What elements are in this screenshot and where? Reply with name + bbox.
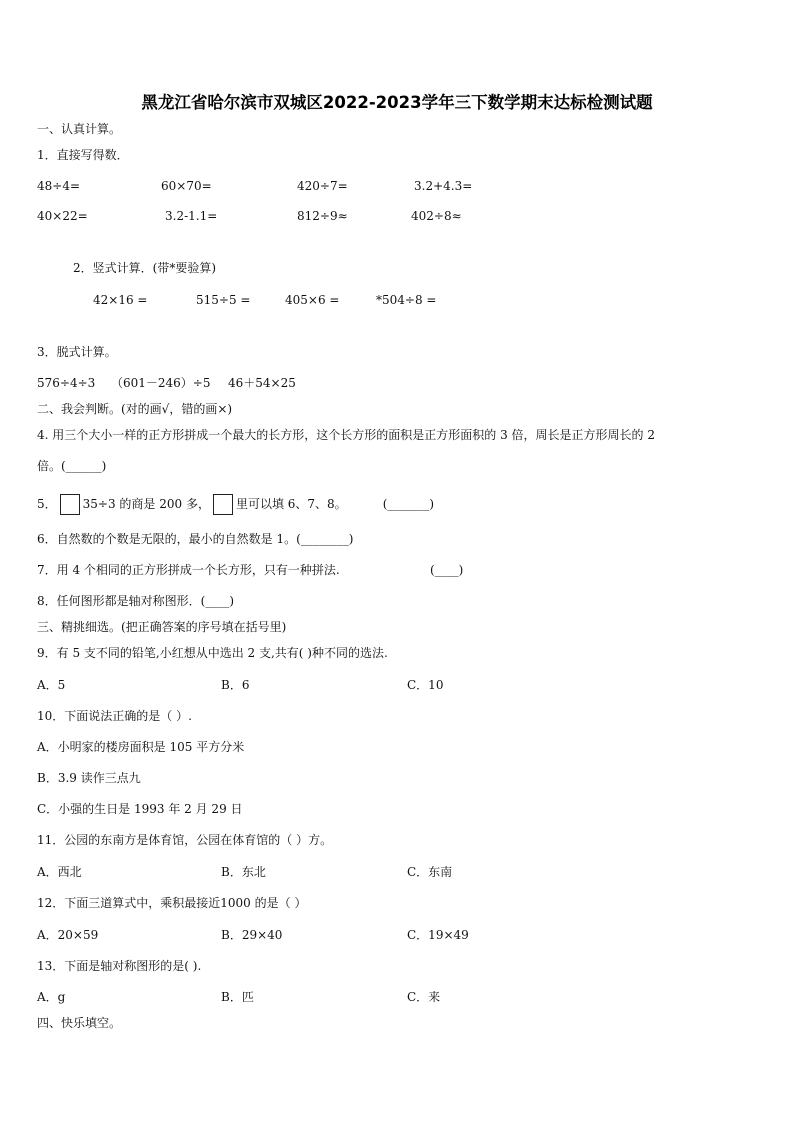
answer-box[interactable] (213, 494, 233, 515)
q3-item: 46＋54×25 (228, 376, 296, 390)
q7-answer-blank[interactable]: (____) (430, 563, 464, 577)
q5-answer-blank[interactable]: (_______) (382, 497, 435, 511)
q4-text-cont: 倍。(______) (37, 459, 107, 473)
page-title: 黑龙江省哈尔滨市双城区2022-2023学年三下数学期末达标检测试题 (141, 93, 653, 112)
section-3-heading: 三、精挑细选。(把正确答案的序号填在括号里) (37, 620, 287, 634)
q5-line (37, 492, 434, 516)
q9-option-b[interactable]: B．6 (221, 678, 250, 692)
q1-row1-item: 48÷4= (37, 179, 81, 193)
q12-option-c[interactable]: C．19×49 (407, 928, 469, 942)
q13-option-a[interactable]: A．g (37, 990, 66, 1004)
q2-item: *504÷8 = (376, 293, 437, 307)
q10-text: 10．下面说法正确的是（ ）. (37, 709, 192, 723)
q5-text: 35÷3 的商是 200 多， (82, 497, 210, 511)
q11-option-b[interactable]: B．东北 (221, 865, 266, 879)
q1-row2-item: 3.2-1.1= (165, 209, 218, 223)
section-4-heading: 四、快乐填空。 (37, 1016, 122, 1030)
q11-option-c[interactable]: C．东南 (407, 865, 453, 879)
q2-item: 42×16 = (93, 293, 148, 307)
q9-option-c[interactable]: C．10 (407, 678, 444, 692)
q9-option-a[interactable]: A．5 (37, 678, 66, 692)
section-2-heading: 二、我会判断。(对的画√，错的画×) (37, 402, 233, 416)
q13-option-c[interactable]: C．来 (407, 990, 441, 1004)
q1-row1-item: 3.2+4.3= (414, 179, 473, 193)
q1-label: 1．直接写得数． (37, 148, 129, 162)
q4-text: 4. 用三个大小一样的正方形拼成一个最大的长方形，这个长方形的面积是正方形面积的 3 倍，周长是正方形周长的 2 (37, 428, 655, 442)
q3-item: 576÷4÷3 (37, 376, 96, 390)
q3-item: （601－246）÷5 (111, 376, 211, 390)
q7-text: 7．用 4 个相同的正方形拼成一个长方形，只有一种拼法. (37, 563, 340, 577)
q11-option-a[interactable]: A．西北 (37, 865, 82, 879)
q10-option-a[interactable]: A．小明家的楼房面积是 105 平方分米 (37, 740, 245, 754)
q13-option-b[interactable]: B．匹 (221, 990, 254, 1004)
q1-row1-item: 60×70= (161, 179, 212, 193)
q13-text: 13．下面是轴对称图形的是( ). (37, 959, 202, 973)
q1-row2-item: 812÷9≈ (297, 209, 348, 223)
q2-label: 2．竖式计算．(带*要验算) (73, 261, 216, 275)
q1-row2-item: 402÷8≈ (411, 209, 462, 223)
q3-label: 3．脱式计算。 (37, 345, 117, 359)
q10-option-c[interactable]: C．小强的生日是 1993 年 2 月 29 日 (37, 802, 243, 816)
q1-row2-item: 40×22= (37, 209, 88, 223)
q6-text: 6．自然数的个数是无限的，最小的自然数是 1。(________) (37, 532, 354, 546)
q12-option-b[interactable]: B．29×40 (221, 928, 283, 942)
q10-option-b[interactable]: B．3.9 读作三点九 (37, 771, 141, 785)
section-1-heading: 一、认真计算。 (37, 122, 122, 136)
answer-box[interactable] (60, 494, 80, 515)
q5-number: 5． (37, 497, 57, 511)
q12-option-a[interactable]: A．20×59 (37, 928, 99, 942)
q2-item: 405×6 = (285, 293, 340, 307)
q12-text: 12．下面三道算式中，乘积最接近1000 的是（ ） (37, 896, 307, 910)
q1-row1-item: 420÷7= (297, 179, 348, 193)
q11-text: 11．公园的东南方是体育馆，公园在体育馆的（ ）方。 (37, 833, 333, 847)
q9-text: 9．有 5 支不同的铅笔,小红想从中选出 2 支,共有( )种不同的选法. (37, 646, 388, 660)
q8-text: 8．任何图形都是轴对称图形．(____) (37, 594, 234, 608)
q2-item: 515÷5 = (196, 293, 251, 307)
q5-text-end: 里可以填 6、7、8。 (235, 497, 347, 511)
